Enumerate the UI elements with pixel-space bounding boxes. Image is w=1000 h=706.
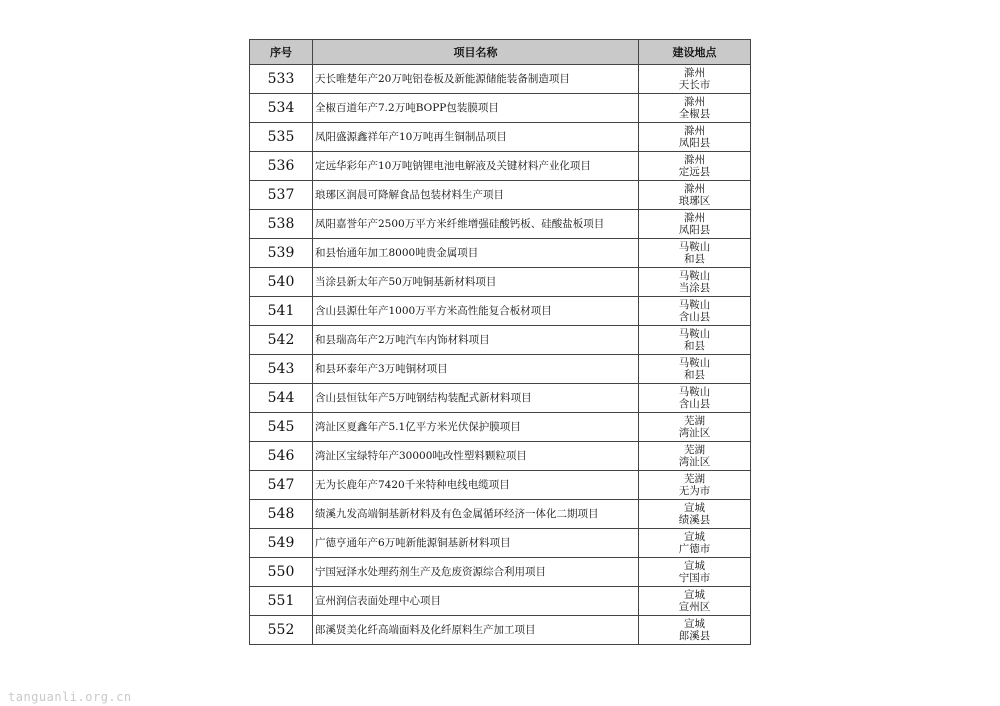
row-project-name: 广德亨通年产6万吨新能源铜基新材料项目: [313, 529, 639, 558]
row-location-county: 含山县: [678, 311, 711, 323]
row-location-county: 凤阳县: [678, 137, 711, 149]
row-location-county: 天长市: [678, 79, 711, 91]
row-seq: 548: [250, 500, 313, 529]
row-location-city: 马鞍山: [678, 298, 711, 311]
row-project-name: 含山县源仕年产1000万平方米高性能复合板材项目: [313, 297, 639, 326]
header-seq: 序号: [250, 40, 313, 65]
row-seq: 552: [250, 616, 313, 645]
row-project-name: 琅琊区润晨可降解食品包装材料生产项目: [313, 181, 639, 210]
row-location: [639, 442, 751, 471]
row-location: [639, 384, 751, 413]
table-row: [250, 152, 751, 181]
row-location-county: 广德市: [678, 543, 711, 555]
row-location-city: 滁州: [684, 124, 705, 137]
row-project-name: 定远华彩年产10万吨钠锂电池电解液及关键材料产业化项目: [313, 152, 639, 181]
row-location-city: 滁州: [684, 95, 705, 108]
row-location: [639, 268, 751, 297]
table-body: [250, 65, 751, 645]
row-seq: 544: [250, 384, 313, 413]
row-location: [639, 210, 751, 239]
row-seq: 538: [250, 210, 313, 239]
table-row: [250, 297, 751, 326]
row-location: [639, 529, 751, 558]
row-location-county: 无为市: [678, 485, 711, 497]
row-location-county: 和县: [684, 340, 705, 352]
row-location-county: 当涂县: [678, 282, 711, 294]
row-project-name: 和县瑞高年产2万吨汽车内饰材料项目: [313, 326, 639, 355]
row-location-city: 马鞍山: [678, 385, 711, 398]
row-location-county: 绩溪县: [678, 514, 711, 526]
row-project-name: 和县怡通年加工8000吨贵金属项目: [313, 239, 639, 268]
row-location-city: 芜湖: [684, 443, 705, 456]
row-location-county: 和县: [684, 253, 705, 265]
row-project-name: 宁国冠泽水处理药剂生产及危废资源综合利用项目: [313, 558, 639, 587]
row-location-county: 和县: [684, 369, 705, 381]
row-location: [639, 152, 751, 181]
row-location-city: 滁州: [684, 211, 705, 224]
row-seq: 546: [250, 442, 313, 471]
row-location: [639, 471, 751, 500]
row-location: [639, 326, 751, 355]
table-row: [250, 326, 751, 355]
row-project-name: 无为长鹿年产7420千米特种电线电缆项目: [313, 471, 639, 500]
row-location-city: 宣城: [684, 559, 705, 572]
row-location: [639, 587, 751, 616]
row-project-name: 凤阳盛源鑫祥年产10万吨再生铜制品项目: [313, 123, 639, 152]
row-seq: 539: [250, 239, 313, 268]
row-project-name: 凤阳嘉誉年产2500万平方米纤维增强硅酸钙板、硅酸盐板项目: [313, 210, 639, 239]
row-project-name: 天长唯楚年产20万吨铝卷板及新能源储能装备制造项目: [313, 65, 639, 94]
row-project-name: 含山县恒钛年产5万吨钢结构装配式新材料项目: [313, 384, 639, 413]
row-location-city: 马鞍山: [678, 269, 711, 282]
row-location: [639, 413, 751, 442]
table-row: [250, 94, 751, 123]
row-location-county: 定远县: [678, 166, 711, 178]
row-seq: 545: [250, 413, 313, 442]
table-row: [250, 384, 751, 413]
row-seq: 542: [250, 326, 313, 355]
table-row: [250, 500, 751, 529]
table-row: [250, 210, 751, 239]
table-header-row: [250, 40, 751, 65]
row-location: [639, 500, 751, 529]
row-location: [639, 65, 751, 94]
row-seq: 540: [250, 268, 313, 297]
header-location: 建设地点: [639, 40, 751, 65]
row-location: [639, 239, 751, 268]
row-seq: 543: [250, 355, 313, 384]
row-location-city: 宣城: [684, 588, 705, 601]
row-location: [639, 181, 751, 210]
row-location: [639, 94, 751, 123]
row-location-city: 马鞍山: [678, 356, 711, 369]
table-row: [250, 268, 751, 297]
row-seq: 537: [250, 181, 313, 210]
project-table: [249, 39, 751, 645]
row-seq: 551: [250, 587, 313, 616]
row-project-name: 当涂县新太年产50万吨铜基新材料项目: [313, 268, 639, 297]
table-row: [250, 413, 751, 442]
row-location-city: 马鞍山: [678, 240, 711, 253]
table-row: [250, 471, 751, 500]
row-location-county: 含山县: [678, 398, 711, 410]
row-location-county: 郎溪县: [678, 630, 711, 642]
row-seq: 550: [250, 558, 313, 587]
row-location-city: 马鞍山: [678, 327, 711, 340]
row-location-city: 芜湖: [684, 414, 705, 427]
row-project-name: 湾沚区宝绿特年产30000吨改性塑料颗粒项目: [313, 442, 639, 471]
table-row: [250, 558, 751, 587]
row-location-city: 宣城: [684, 617, 705, 630]
table-row: [250, 239, 751, 268]
row-location-county: 宣州区: [678, 601, 711, 613]
row-location-county: 凤阳县: [678, 224, 711, 236]
row-project-name: 和县环泰年产3万吨铜材项目: [313, 355, 639, 384]
watermark: tanguanli.org.cn: [8, 690, 132, 704]
row-location-city: 芜湖: [684, 472, 705, 485]
row-location-city: 滁州: [684, 182, 705, 195]
row-location-city: 滁州: [684, 66, 705, 79]
row-location-county: 全椒县: [678, 108, 711, 120]
row-location: [639, 355, 751, 384]
row-seq: 535: [250, 123, 313, 152]
table-row: [250, 587, 751, 616]
table-row: [250, 355, 751, 384]
row-seq: 547: [250, 471, 313, 500]
row-seq: 534: [250, 94, 313, 123]
row-project-name: 绩溪九发高端铜基新材料及有色金属循环经济一体化二期项目: [313, 500, 639, 529]
row-location-county: 宁国市: [678, 572, 711, 584]
row-project-name: 宣州润信表面处理中心项目: [313, 587, 639, 616]
row-seq: 541: [250, 297, 313, 326]
row-location-county: 琅琊区: [678, 195, 711, 207]
row-project-name: 湾沚区夏鑫年产5.1亿平方米光伏保护膜项目: [313, 413, 639, 442]
row-seq: 549: [250, 529, 313, 558]
table-row: [250, 442, 751, 471]
table-row: [250, 529, 751, 558]
row-location-city: 滁州: [684, 153, 705, 166]
table-row: [250, 65, 751, 94]
row-seq: 533: [250, 65, 313, 94]
row-location: [639, 558, 751, 587]
row-location: [639, 297, 751, 326]
table-row: [250, 123, 751, 152]
row-location-city: 宣城: [684, 530, 705, 543]
row-location: [639, 616, 751, 645]
row-location-county: 湾沚区: [678, 456, 711, 468]
row-project-name: 郎溪贤美化纤高端面料及化纤原料生产加工项目: [313, 616, 639, 645]
row-location: [639, 123, 751, 152]
row-seq: 536: [250, 152, 313, 181]
row-project-name: 全椒百道年产7.2万吨BOPP包装膜项目: [313, 94, 639, 123]
row-location-city: 宣城: [684, 501, 705, 514]
row-location-county: 湾沚区: [678, 427, 711, 439]
table-row: [250, 616, 751, 645]
table-row: [250, 181, 751, 210]
header-name: 项目名称: [313, 40, 639, 65]
